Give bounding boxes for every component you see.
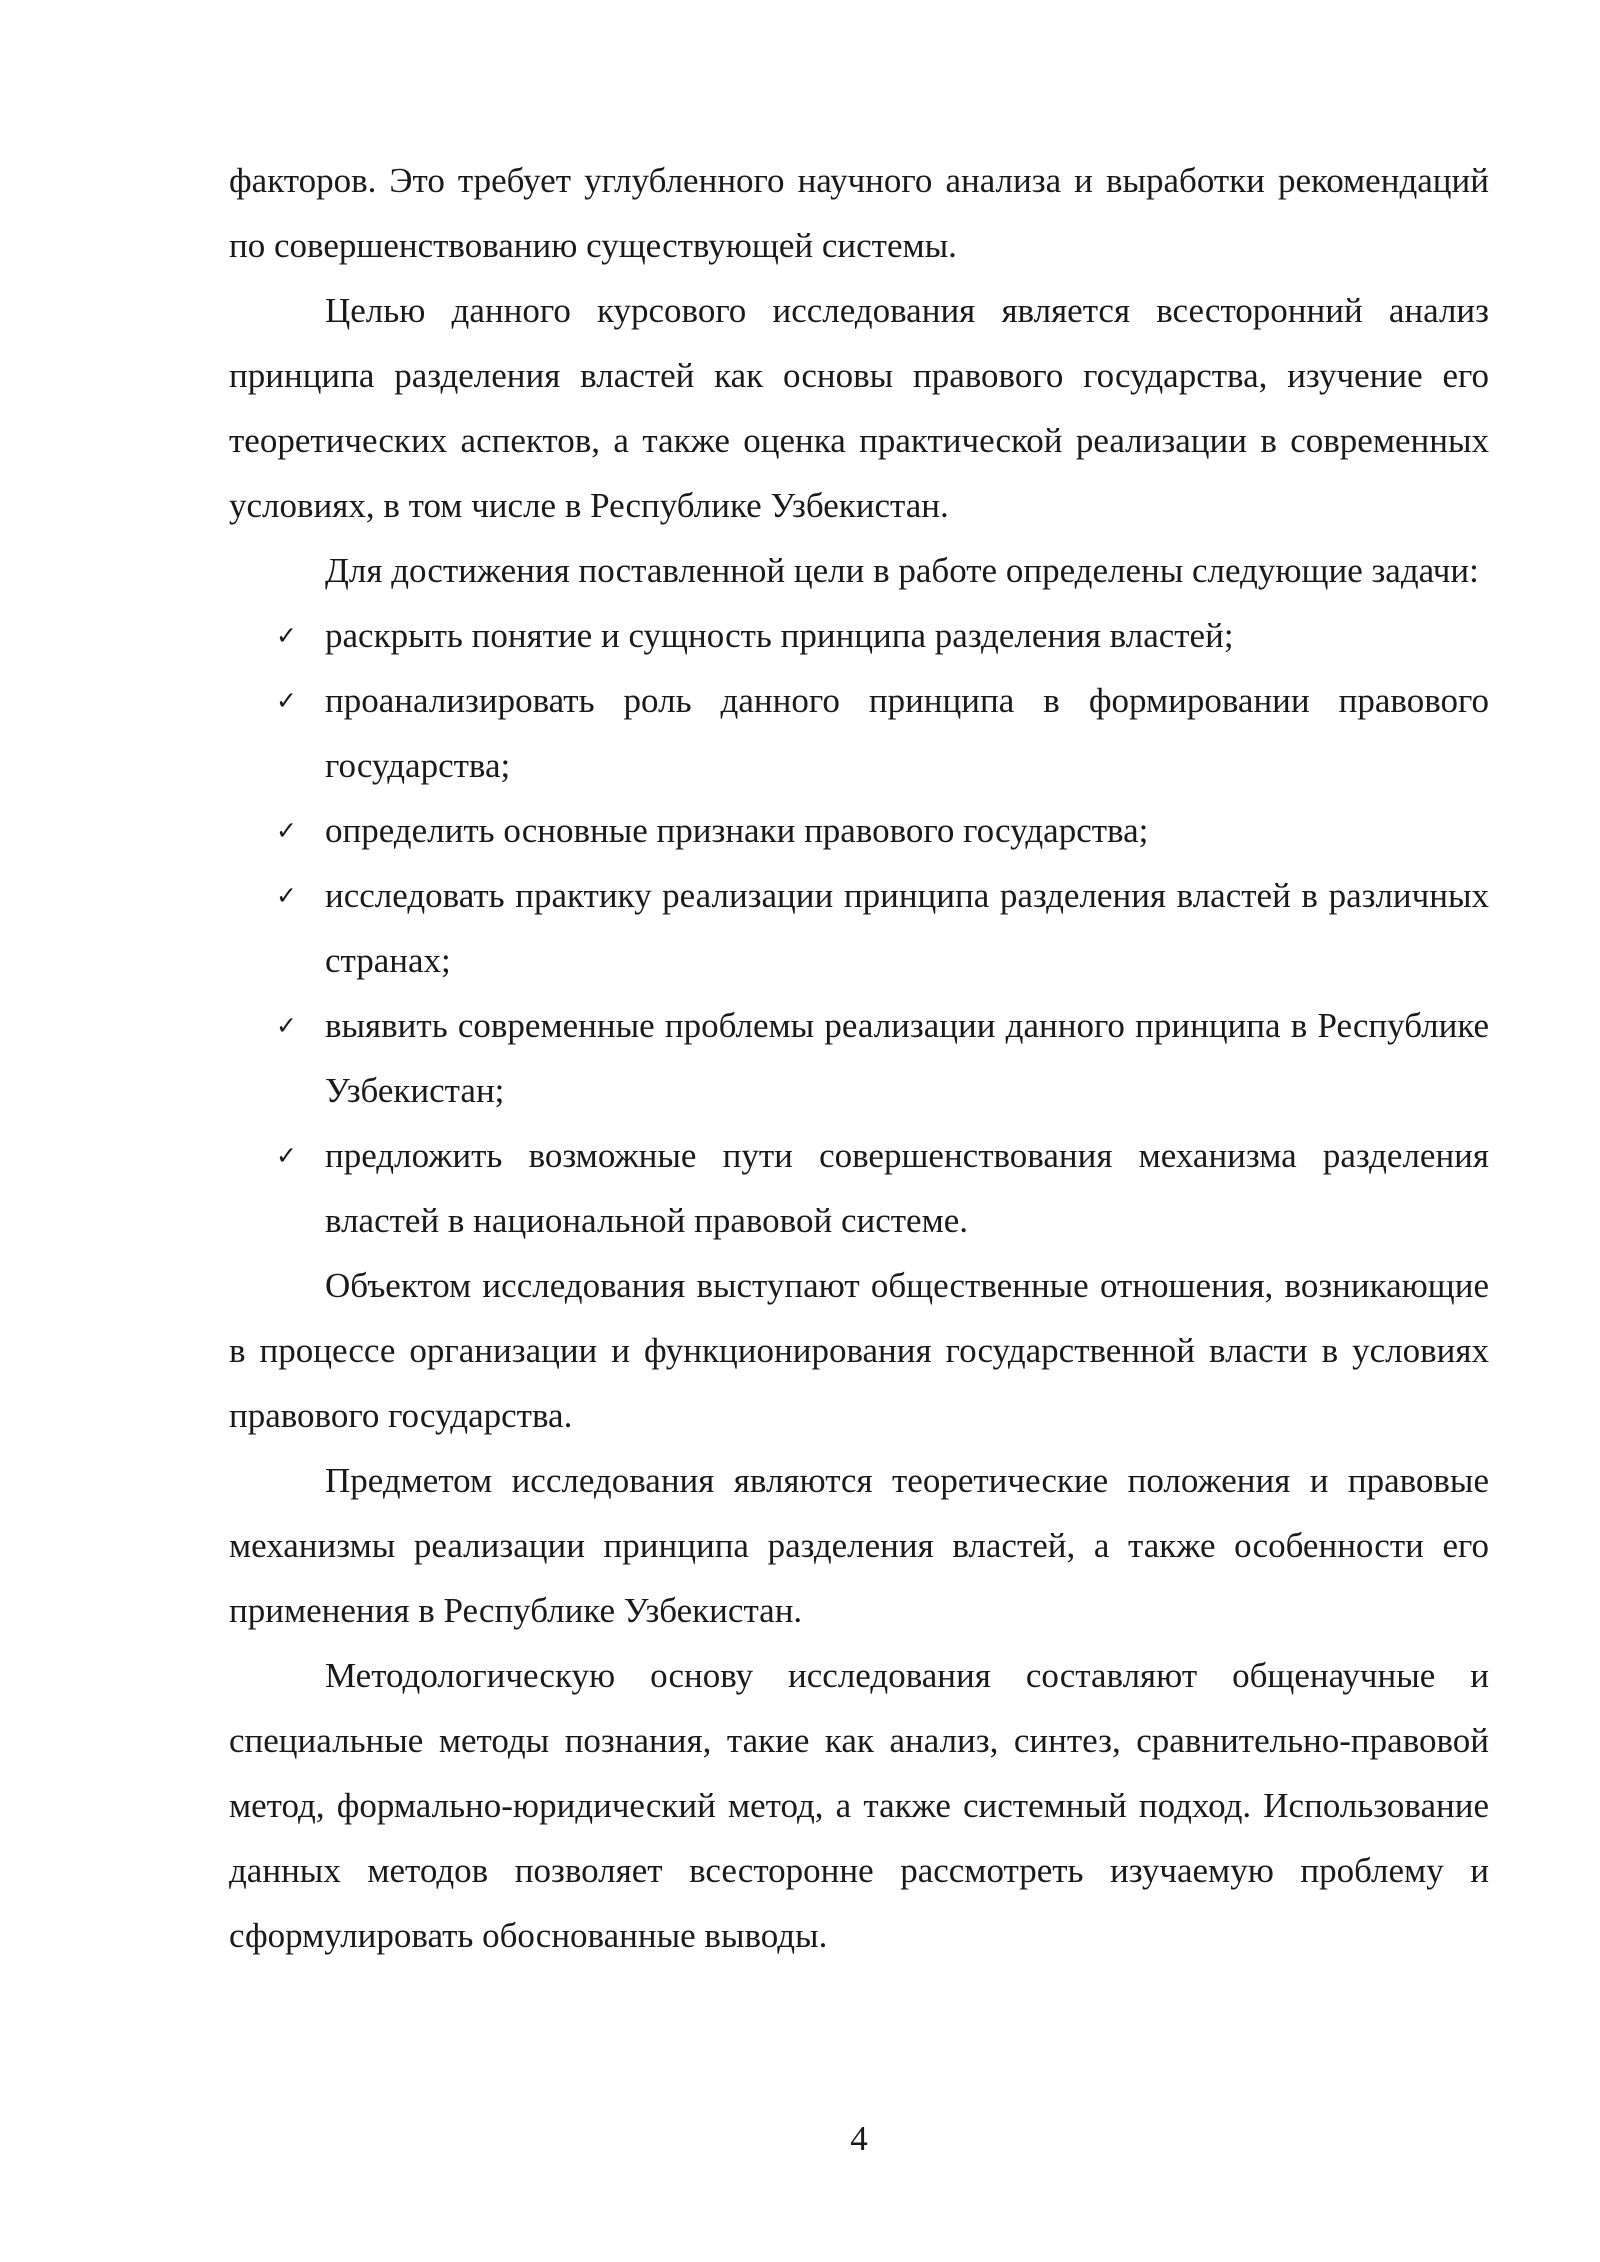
list-item-text: выявить современные проблемы реализации данного принципа в Республике Узбекистан; <box>325 1006 1489 1110</box>
list-item-text: исследовать практику реализации принципа разделения властей в различных странах; <box>325 876 1489 980</box>
paragraph-methodology: Методологическую основу исследования составляют общенаучные и специальные методы познания, такие как анализ, синтез, сравнительно-правовой метод, формально-юридический метод, а также системный подход. Использование данных методов позволяет всесторонне рассмотреть изучаемую проблему и сформулировать обоснованные выводы. <box>229 1656 1489 1955</box>
list-item <box>229 668 1489 798</box>
body-text <box>229 148 1489 1968</box>
paragraph-goal: Целью данного курсового исследования является всесторонний анализ принципа разделения властей как основы правового государства, изучение его теоретических аспектов, а также оценка практической реализации в современных условиях, в том числе в Республике Узбекистан. <box>229 291 1489 525</box>
check-mark-icon: ✓ <box>276 1011 297 1040</box>
task-list <box>229 603 1489 1253</box>
list-item <box>229 993 1489 1123</box>
page-number: 4 <box>850 2119 868 2158</box>
check-mark-icon: ✓ <box>276 621 297 650</box>
list-item <box>229 1123 1489 1253</box>
list-item <box>229 798 1489 863</box>
list-item-text: проанализировать роль данного принципа в формировании правового государства; <box>325 681 1489 785</box>
paragraph-subject: Предметом исследования являются теоретические положения и правовые механизмы реализации принципа разделения властей, а также особенности его применения в Республике Узбекистан. <box>229 1461 1489 1630</box>
paragraph-tasks-intro: Для достижения поставленной цели в работе определены следующие задачи: <box>325 551 1479 590</box>
list-item <box>229 863 1489 993</box>
check-mark-icon: ✓ <box>276 1141 297 1170</box>
check-mark-icon: ✓ <box>276 816 297 845</box>
check-mark-icon: ✓ <box>276 881 297 910</box>
list-item-text: предложить возможные пути совершенствования механизма разделения властей в национальной правовой системе. <box>325 1136 1489 1240</box>
list-item-text: определить основные признаки правового государства; <box>325 811 1149 850</box>
list-item-text: раскрыть понятие и сущность принципа разделения властей; <box>325 616 1234 655</box>
paragraph-object: Объектом исследования выступают общественные отношения, возникающие в процессе организации и функционирования государственной власти в условиях правового государства. <box>229 1266 1489 1435</box>
check-mark-icon: ✓ <box>276 686 297 715</box>
list-item <box>229 603 1489 668</box>
paragraph-continuation: факторов. Это требует углубленного научного анализа и выработки рекомендаций по совершенствованию существующей системы. <box>229 161 1489 265</box>
